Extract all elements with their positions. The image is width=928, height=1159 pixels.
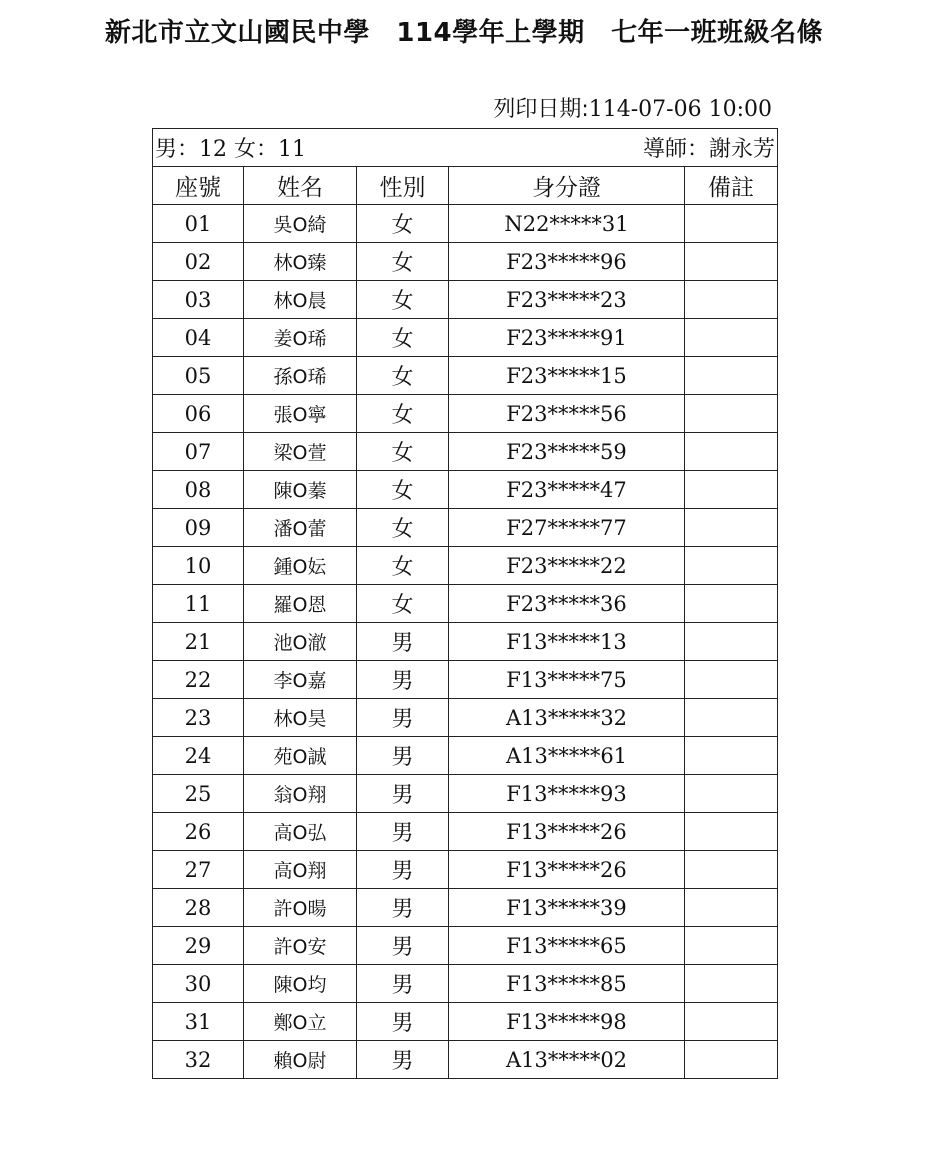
seat-number: 24 [153,737,244,775]
student-name: 林O昊 [244,699,357,737]
table-row [153,927,778,965]
student-id: F13*****85 [449,965,685,1003]
student-id: F23*****56 [449,395,685,433]
seat-number: 04 [153,319,244,357]
student-note [685,775,778,813]
student-note [685,357,778,395]
seat-number: 03 [153,281,244,319]
student-id: F23*****96 [449,243,685,281]
table-row [153,281,778,319]
student-id: F13*****65 [449,927,685,965]
teacher-label: 導師： [642,137,709,162]
student-id: F13*****39 [449,889,685,927]
seat-number: 29 [153,927,244,965]
student-gender: 男 [357,737,449,775]
student-name: 苑O誠 [244,737,357,775]
print-date-value: 114-07-06 10:00 [588,97,772,122]
student-name: 張O寧 [244,395,357,433]
seat-number: 21 [153,623,244,661]
student-gender: 男 [357,965,449,1003]
table-row [153,1003,778,1041]
student-name: 羅O恩 [244,585,357,623]
student-gender: 女 [357,357,449,395]
student-note [685,965,778,1003]
student-id: N22*****31 [449,205,685,243]
class-roster-table [152,128,778,1079]
seat-number: 11 [153,585,244,623]
table-row [153,889,778,927]
seat-number: 09 [153,509,244,547]
student-id: F23*****59 [449,433,685,471]
seat-number: 07 [153,433,244,471]
table-row [153,1041,778,1079]
student-id: F23*****36 [449,585,685,623]
document-title: 新北市立文山國民中學 114學年上學期 七年一班班級名條 [104,18,824,48]
column-header-seat: 座號 [153,167,244,205]
column-header-note: 備註 [685,167,778,205]
student-note [685,319,778,357]
student-gender: 男 [357,1003,449,1041]
table-row [153,775,778,813]
female-label: 女： [227,137,279,162]
male-label: 男： [155,137,200,162]
column-header-id: 身分證 [449,167,685,205]
seat-number: 26 [153,813,244,851]
table-row [153,509,778,547]
table-row [153,243,778,281]
seat-number: 22 [153,661,244,699]
student-note [685,661,778,699]
student-gender: 男 [357,623,449,661]
student-id: F23*****91 [449,319,685,357]
seat-number: 31 [153,1003,244,1041]
student-gender: 男 [357,661,449,699]
student-note [685,699,778,737]
table-row [153,851,778,889]
seat-number: 25 [153,775,244,813]
student-gender: 女 [357,243,449,281]
student-note [685,547,778,585]
homeroom-teacher [643,132,775,163]
print-date-label: 列印日期: [493,97,589,122]
student-note [685,737,778,775]
student-name: 池O澈 [244,623,357,661]
student-id: F13*****75 [449,661,685,699]
seat-number: 05 [153,357,244,395]
student-name: 李O嘉 [244,661,357,699]
student-note [685,585,778,623]
student-id: F13*****98 [449,1003,685,1041]
student-id: A13*****32 [449,699,685,737]
student-name: 翁O翔 [244,775,357,813]
student-id: F13*****26 [449,851,685,889]
table-row [153,319,778,357]
table-row [153,813,778,851]
student-note [685,623,778,661]
seat-number: 27 [153,851,244,889]
student-note [685,1003,778,1041]
student-name: 高O弘 [244,813,357,851]
table-row [153,623,778,661]
roster-body [153,205,778,1079]
student-id: A13*****02 [449,1041,685,1079]
student-note [685,471,778,509]
table-row [153,205,778,243]
table-row [153,471,778,509]
student-name: 林O晨 [244,281,357,319]
student-id: A13*****61 [449,737,685,775]
student-gender: 男 [357,1041,449,1079]
student-name: 姜O琋 [244,319,357,357]
seat-number: 30 [153,965,244,1003]
student-gender: 男 [357,889,449,927]
student-note [685,927,778,965]
student-id: F13*****26 [449,813,685,851]
student-id: F23*****22 [449,547,685,585]
student-name: 賴O尉 [244,1041,357,1079]
student-gender: 女 [357,471,449,509]
student-gender: 女 [357,395,449,433]
seat-number: 01 [153,205,244,243]
student-name: 鍾O妘 [244,547,357,585]
gender-counts [155,132,306,163]
student-gender: 女 [357,547,449,585]
student-gender: 男 [357,699,449,737]
student-id: F23*****23 [449,281,685,319]
student-id: F27*****77 [449,509,685,547]
student-note [685,851,778,889]
student-name: 許O安 [244,927,357,965]
student-id: F23*****47 [449,471,685,509]
teacher-name: 謝永芳 [708,137,775,162]
student-note [685,433,778,471]
student-gender: 男 [357,851,449,889]
student-note [685,281,778,319]
column-header-name: 姓名 [244,167,357,205]
print-date [493,92,772,123]
student-name: 吳O綺 [244,205,357,243]
seat-number: 02 [153,243,244,281]
student-name: 林O臻 [244,243,357,281]
female-count: 11 [278,137,307,162]
student-gender: 男 [357,927,449,965]
table-row [153,661,778,699]
table-row [153,433,778,471]
seat-number: 10 [153,547,244,585]
student-note [685,205,778,243]
table-row [153,395,778,433]
seat-number: 08 [153,471,244,509]
student-gender: 女 [357,585,449,623]
student-id: F13*****93 [449,775,685,813]
male-count: 12 [199,137,228,162]
summary-cell [153,129,778,167]
column-header-row [153,167,778,205]
seat-number: 28 [153,889,244,927]
student-id: F13*****13 [449,623,685,661]
table-row [153,699,778,737]
student-name: 陳O均 [244,965,357,1003]
student-gender: 女 [357,319,449,357]
student-name: 陳O蓁 [244,471,357,509]
student-name: 鄭O立 [244,1003,357,1041]
student-note [685,813,778,851]
table-row [153,547,778,585]
student-gender: 男 [357,775,449,813]
table-row [153,737,778,775]
student-gender: 男 [357,813,449,851]
student-gender: 女 [357,281,449,319]
student-note [685,243,778,281]
seat-number: 06 [153,395,244,433]
student-name: 梁O萱 [244,433,357,471]
table-row [153,585,778,623]
student-name: 潘O蕾 [244,509,357,547]
seat-number: 32 [153,1041,244,1079]
summary-row [153,129,778,167]
student-note [685,509,778,547]
student-id: F23*****15 [449,357,685,395]
table-row [153,965,778,1003]
student-gender: 女 [357,205,449,243]
student-note [685,889,778,927]
student-name: 高O翔 [244,851,357,889]
column-header-gender: 性別 [357,167,449,205]
student-gender: 女 [357,433,449,471]
seat-number: 23 [153,699,244,737]
student-gender: 女 [357,509,449,547]
student-name: 孫O琋 [244,357,357,395]
table-row [153,357,778,395]
student-note [685,395,778,433]
student-name: 許O暘 [244,889,357,927]
student-note [685,1041,778,1079]
